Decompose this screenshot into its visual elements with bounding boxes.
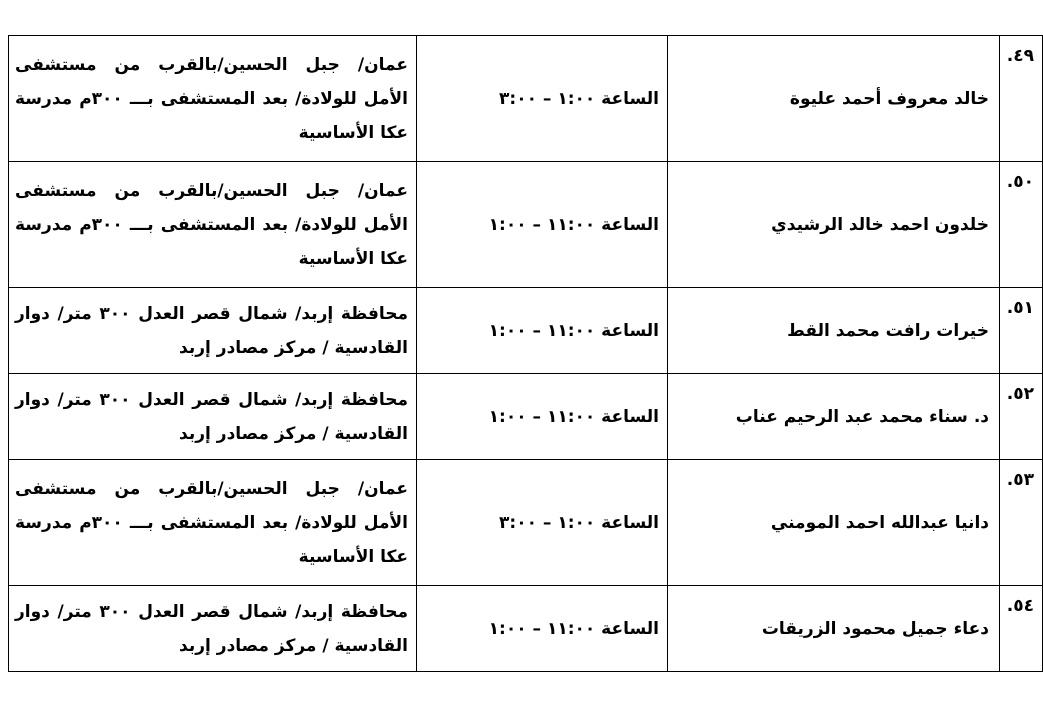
person-name: د. سناء محمد عبد الرحيم عناب [668, 374, 1000, 460]
location-cell [9, 162, 417, 288]
row-number: ٥٣. [1000, 460, 1043, 586]
time-slot: الساعة ١١:٠٠ – ١:٠٠ [417, 162, 668, 288]
location-text: محافظة إربد/ شمال قصر العدل ٣٠٠ متر/ دوار القادسية / مركز مصادر إربد [15, 303, 408, 358]
time-slot: الساعة ١:٠٠ – ٣:٠٠ [417, 460, 668, 586]
row-number: ٥١. [1000, 288, 1043, 374]
table-row [9, 288, 1043, 374]
location-cell [9, 586, 417, 672]
location-cell [9, 374, 417, 460]
time-slot: الساعة ١١:٠٠ – ١:٠٠ [417, 374, 668, 460]
table-row [9, 162, 1043, 288]
row-number: ٤٩. [1000, 36, 1043, 162]
time-slot: الساعة ١١:٠٠ – ١:٠٠ [417, 586, 668, 672]
location-cell [9, 460, 417, 586]
table-row [9, 36, 1043, 162]
person-name: دعاء جميل محمود الزريقات [668, 586, 1000, 672]
location-text: عمان/ جبل الحسين/بالقرب من مستشفى الأمل للولادة/ بعد المستشفى بـــ ٣٠٠م مدرسة عكا الأساسية [15, 478, 408, 567]
row-number: ٥٢. [1000, 374, 1043, 460]
location-text: عمان/ جبل الحسين/بالقرب من مستشفى الأمل للولادة/ بعد المستشفى بـــ ٣٠٠م مدرسة عكا الأساسية [15, 180, 408, 269]
table-row [9, 460, 1043, 586]
table-row [9, 374, 1043, 460]
location-text: محافظة إربد/ شمال قصر العدل ٣٠٠ متر/ دوار القادسية / مركز مصادر إربد [15, 601, 408, 656]
location-text: محافظة إربد/ شمال قصر العدل ٣٠٠ متر/ دوار القادسية / مركز مصادر إربد [15, 389, 408, 444]
person-name: خلدون احمد خالد الرشيدي [668, 162, 1000, 288]
row-number: ٥٤. [1000, 586, 1043, 672]
row-number: ٥٠. [1000, 162, 1043, 288]
person-name: خيرات رافت محمد القط [668, 288, 1000, 374]
table-row [9, 586, 1043, 672]
schedule-table [8, 35, 1043, 672]
location-cell [9, 288, 417, 374]
time-slot: الساعة ١١:٠٠ – ١:٠٠ [417, 288, 668, 374]
location-text: عمان/ جبل الحسين/بالقرب من مستشفى الأمل للولادة/ بعد المستشفى بـــ ٣٠٠م مدرسة عكا الأساسية [15, 54, 408, 143]
time-slot: الساعة ١:٠٠ – ٣:٠٠ [417, 36, 668, 162]
person-name: دانيا عبدالله احمد المومني [668, 460, 1000, 586]
location-cell [9, 36, 417, 162]
person-name: خالد معروف أحمد عليوة [668, 36, 1000, 162]
